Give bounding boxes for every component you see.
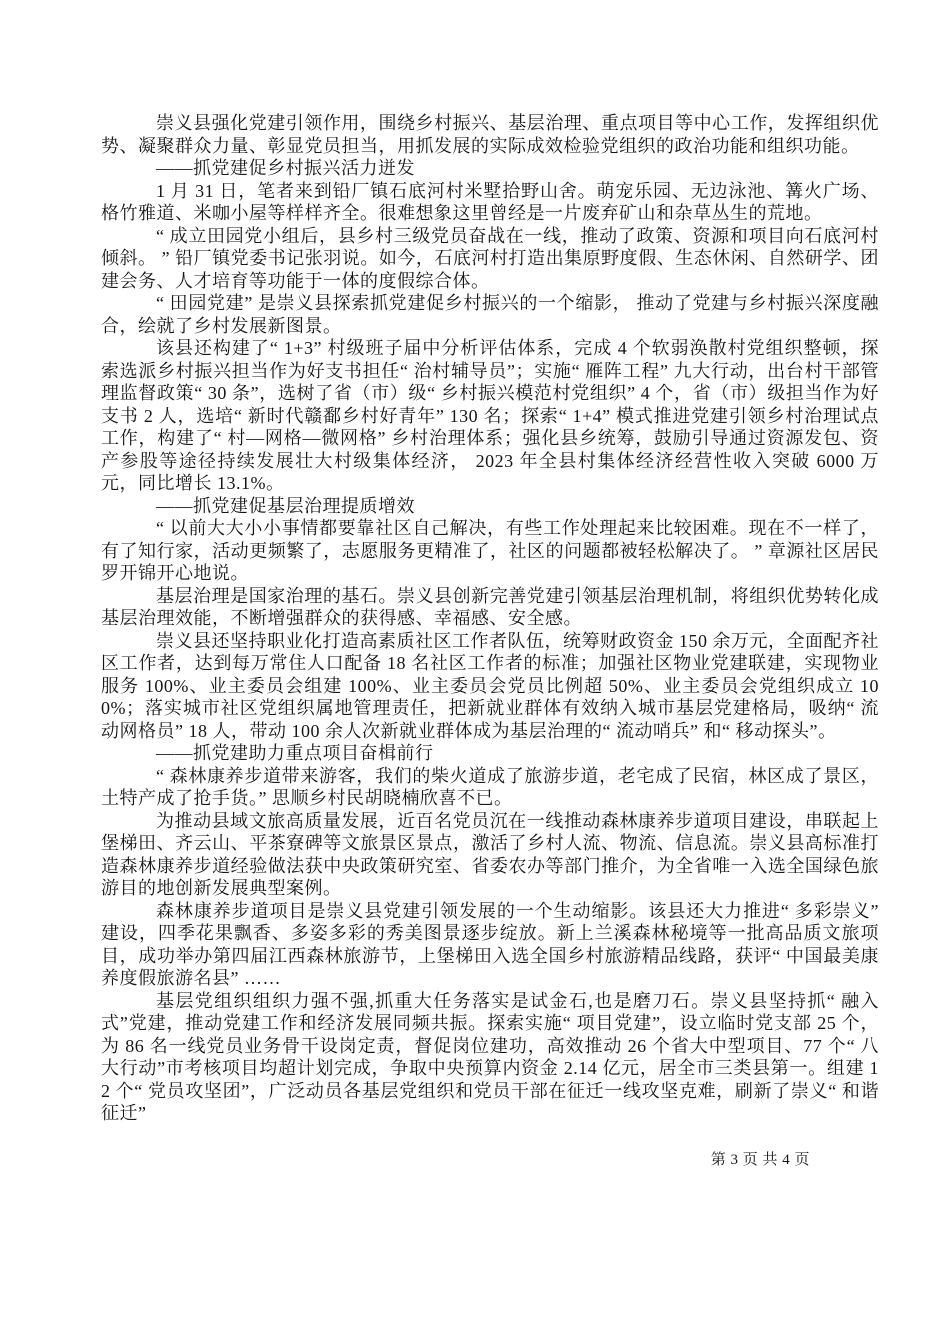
section-heading: ——抓党建促乡村振兴活力迸发: [156, 158, 415, 178]
paragraph: 该县还构建了“ 1+3” 村级班子届中分析评估体系，完成 4 个软弱涣散村党组织整顿，探索选派乡村振兴担当作为好支书担任“ 治村辅导员”；实施“ 雁阵工程” 九大行动，出台村干部管理监督政策“ 30 条”，选树了省（市）级“ 乡村振兴模范村党组织” 4 个，省（市）级担当作为好支书 2 人，选培“ 新时代赣鄱乡村好青年” 130 名；探索“ 1+4” 模式推进党建引领乡村治理试点工作，构建了“ 村—网格—微网格” 乡村治理体系；强化县乡统筹，鼓励引导通过资源发包、资产参股等途径持续发展壮大村级集体经济， 2023 年全县村集体经济经营性收入突破 6000 万元，同比增长 13.1%。: [101, 338, 879, 493]
document-body: [101, 112, 879, 1125]
paragraph: “ 森林康养步道带来游客，我们的柴火道成了旅游步道，老宅成了民宿，林区成了景区，土特产成了抢手货。” 思顺乡村民胡晓楠欣喜不已。: [101, 765, 879, 808]
paragraph: “ 田园党建” 是崇义县探索抓党建促乡村振兴的一个缩影， 推动了党建与乡村振兴深度融合，绘就了乡村发展新图景。: [101, 293, 879, 336]
paragraph: 森林康养步道项目是崇义县党建引领发展的一个生动缩影。该县还大力推进“ 多彩崇义” 建设，四季花果飘香、多姿多彩的秀美图景逐步绽放。新上兰溪森林秘境等一批高品质文旅项目，成功举办第四届江西森林旅游节，上堡梯田入选全国乡村旅游精品线路，获评“ 中国最美康养度假旅游名县” ……: [101, 900, 879, 988]
paragraph: “ 成立田园党小组后，县乡村三级党员奋战在一线，推动了政策、资源和项目向石底河村倾斜。 ” 铅厂镇党委书记张羽说。如今，石底河村打造出集原野度假、生态休闲、自然研学、团建会务、人才培育等功能于一体的度假综合体。: [101, 225, 879, 291]
paragraph: 为推动县域文旅高质量发展，近百名党员沉在一线推动森林康养步道项目建设，串联起上堡梯田、齐云山、平茶寮碑等文旅景区景点，激活了乡村人流、物流、信息流。崇义县高标准打造森林康养步道经验做法获中央政策研究室、省委农办等部门推介，为全省唯一入选全国绿色旅游目的地创新发展典型案例。: [101, 810, 879, 898]
page-number: 第 3 页 共 4 页: [710, 1152, 810, 1168]
paragraph: “ 以前大大小小事情都要靠社区自己解决，有些工作处理起来比较困难。现在不一样了，有了知行家，活动更频繁了，志愿服务更精准了，社区的问题都被轻松解决了。 ” 章源社区居民罗开锦开心地说。: [101, 518, 879, 583]
paragraph: 崇义县还坚持职业化打造高素质社区工作者队伍，统筹财政资金 150 余万元，全面配齐社区工作者，达到每万常住人口配备 18 名社区工作者的标准；加强社区物业党建联建，实现物业服务 100%、业主委员会组建 100%、业主委员会党员比例超 50%、业主委员会党组织成立 100%；落实城市社区党组织属地管理责任，把新就业群体有效纳入城市基层党建格局，吸纳“ 流动网格员” 18 人，带动 100 余人次新就业群体成为基层治理的“ 流动哨兵” 和“ 移动探头”。: [101, 630, 879, 741]
paragraph: 崇义县强化党建引领作用，围绕乡村振兴、基层治理、重点项目等中心工作，发挥组织优势、凝聚群众力量、彰显党员担当，用抓发展的实际成效检验党组织的政治功能和组织功能。: [101, 113, 879, 156]
page-footer: [711, 1151, 810, 1169]
paragraph: 基层党组织组织力强不强,抓重大任务落实是试金石,也是磨刀石。崇义县坚持抓“ 融入式”党建，推动党建工作和经济发展同频共振。探索实施“ 项目党建”，设立临时党支部 25 个，为 86 名一线党员业务骨干设岗定责，督促岗位建功，高效推动 26 个省大中型项目、77 个“ 八大行动”市考核项目均超计划完成，争取中央预算内资金 2.14 亿元，居全市三类县第一。组建 12 个“ 党员攻坚团”，广泛动员各基层党组织和党员干部在征迁一线攻坚克难，刷新了崇义“ 和谐征迁”: [101, 990, 879, 1123]
paragraph: 基层治理是国家治理的基石。崇义县创新完善党建引领基层治理机制，将组织优势转化成基层治理效能，不断增强群众的获得感、幸福感、安全感。: [101, 585, 879, 628]
paragraph: 1 月 31 日，笔者来到铅厂镇石底河村米墅拾野山舍。萌宠乐园、无边泳池、篝火广场、格竹雅道、米咖小屋等样样齐全。很难想象这里曾经是一片废弃矿山和杂草丛生的荒地。: [101, 180, 879, 223]
section-heading: ——抓党建助力重点项目奋楫前行: [156, 743, 434, 763]
section-heading: ——抓党建促基层治理提质增效: [156, 495, 415, 516]
